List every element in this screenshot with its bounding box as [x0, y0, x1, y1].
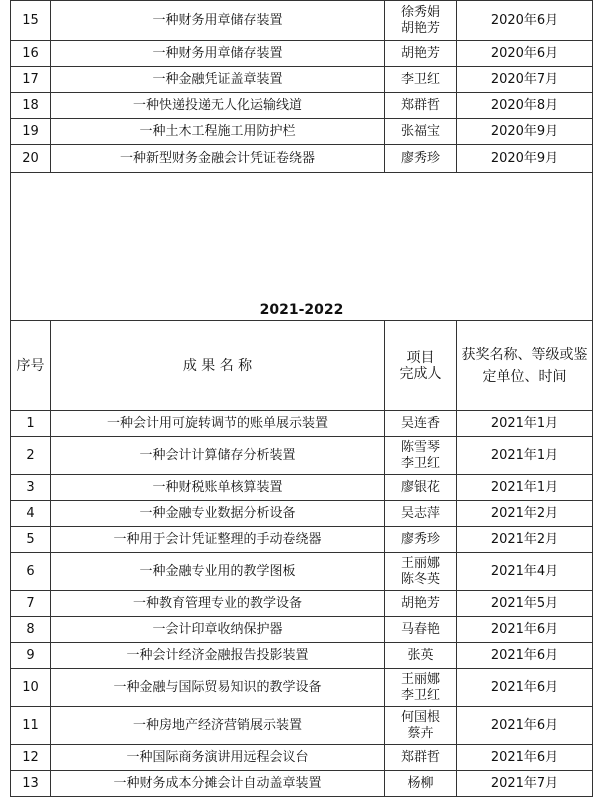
person: 廖银花: [385, 475, 457, 501]
award-date: 2020年9月: [457, 145, 593, 173]
row-number: 15: [11, 1, 51, 41]
person: 廖秀珍: [385, 527, 457, 553]
award-date: 2021年6月: [457, 669, 593, 707]
achievement-title: 一种金融专业用的教学图板: [51, 553, 385, 591]
achievement-title: 一种金融与国际贸易知识的教学设备: [51, 669, 385, 707]
table-row: [11, 411, 593, 437]
award-date: 2021年1月: [457, 411, 593, 437]
award-date: 2020年9月: [457, 119, 593, 145]
table-row: [11, 553, 593, 591]
row-number: 18: [11, 93, 51, 119]
award-date: 2021年1月: [457, 475, 593, 501]
header-title: 成 果 名 称: [51, 321, 385, 411]
person: 吴连香: [385, 411, 457, 437]
achievement-title: 一种会计用可旋转调节的账单展示装置: [51, 411, 385, 437]
row-number: 10: [11, 669, 51, 707]
row-number: 7: [11, 591, 51, 617]
achievement-title: 一种财务成本分摊会计自动盖章装置: [51, 771, 385, 797]
row-number: 11: [11, 707, 51, 745]
person: 王丽娜 陈冬英: [385, 553, 457, 591]
achievements-table: [10, 0, 593, 797]
person: 张福宝: [385, 119, 457, 145]
award-date: 2021年2月: [457, 527, 593, 553]
achievement-title: 一种教育管理专业的教学设备: [51, 591, 385, 617]
person: 杨柳: [385, 771, 457, 797]
row-number: 19: [11, 119, 51, 145]
award-date: 2021年5月: [457, 591, 593, 617]
table-row: [11, 771, 593, 797]
person: 吴志萍: [385, 501, 457, 527]
header-award: 获奖名称、等级或鉴定单位、时间: [457, 321, 593, 411]
row-number: 16: [11, 41, 51, 67]
person: 廖秀珍: [385, 145, 457, 173]
person: 何国根 蔡卉: [385, 707, 457, 745]
person: 陈雪琴 李卫红: [385, 437, 457, 475]
person: 马春艳: [385, 617, 457, 643]
table-row: [11, 67, 593, 93]
person: 徐秀娟 胡艳芳: [385, 1, 457, 41]
rows-2020: [11, 1, 593, 411]
table-row: [11, 707, 593, 745]
header-row: [11, 321, 593, 411]
person: 胡艳芳: [385, 591, 457, 617]
row-number: 1: [11, 411, 51, 437]
person: 张英: [385, 643, 457, 669]
table-row: [11, 1, 593, 41]
table-row: [11, 119, 593, 145]
table-row: [11, 591, 593, 617]
achievement-title: 一种财务用章储存装置: [51, 1, 385, 41]
award-date: 2021年2月: [457, 501, 593, 527]
table-row: [11, 527, 593, 553]
person: 郑群哲: [385, 93, 457, 119]
row-number: 8: [11, 617, 51, 643]
table-row: [11, 501, 593, 527]
award-date: 2021年6月: [457, 745, 593, 771]
header-person: 项目 完成人: [385, 321, 457, 411]
award-date: 2020年6月: [457, 1, 593, 41]
person: 郑群哲: [385, 745, 457, 771]
section-title-row: [11, 173, 593, 321]
award-date: 2020年6月: [457, 41, 593, 67]
achievement-title: 一种新型财务金融会计凭证卷绕器: [51, 145, 385, 173]
section-title: 2021-2022: [11, 173, 593, 321]
row-number: 9: [11, 643, 51, 669]
award-date: 2020年7月: [457, 67, 593, 93]
row-number: 4: [11, 501, 51, 527]
table-row: [11, 669, 593, 707]
row-number: 12: [11, 745, 51, 771]
award-date: 2020年8月: [457, 93, 593, 119]
table-row: [11, 93, 593, 119]
row-number: 2: [11, 437, 51, 475]
table-row: [11, 145, 593, 173]
award-date: 2021年6月: [457, 643, 593, 669]
achievement-title: 一种金融专业数据分析设备: [51, 501, 385, 527]
row-number: 6: [11, 553, 51, 591]
table-row: [11, 475, 593, 501]
table-row: [11, 41, 593, 67]
header-number: 序号: [11, 321, 51, 411]
award-date: 2021年4月: [457, 553, 593, 591]
achievement-title: 一种土木工程施工用防护栏: [51, 119, 385, 145]
table-row: [11, 745, 593, 771]
achievement-title: 一会计印章收纳保护器: [51, 617, 385, 643]
achievement-title: 一种快递投递无人化运输线道: [51, 93, 385, 119]
row-number: 20: [11, 145, 51, 173]
table-row: [11, 643, 593, 669]
table-row: [11, 617, 593, 643]
achievement-title: 一种金融凭证盖章装置: [51, 67, 385, 93]
rows-2021: [11, 411, 593, 797]
row-number: 5: [11, 527, 51, 553]
award-date: 2021年6月: [457, 617, 593, 643]
person: 王丽娜 李卫红: [385, 669, 457, 707]
achievement-title: 一种房地产经济营销展示装置: [51, 707, 385, 745]
award-date: 2021年1月: [457, 437, 593, 475]
person: 胡艳芳: [385, 41, 457, 67]
row-number: 3: [11, 475, 51, 501]
award-date: 2021年7月: [457, 771, 593, 797]
award-date: 2021年6月: [457, 707, 593, 745]
row-number: 13: [11, 771, 51, 797]
achievement-title: 一种国际商务演讲用远程会议台: [51, 745, 385, 771]
row-number: 17: [11, 67, 51, 93]
table-row: [11, 437, 593, 475]
achievement-title: 一种会计经济金融报告投影装置: [51, 643, 385, 669]
achievement-title: 一种会计计算储存分析装置: [51, 437, 385, 475]
achievement-title: 一种财务用章储存装置: [51, 41, 385, 67]
achievement-title: 一种财税账单核算装置: [51, 475, 385, 501]
achievement-title: 一种用于会计凭证整理的手动卷绕器: [51, 527, 385, 553]
person: 李卫红: [385, 67, 457, 93]
